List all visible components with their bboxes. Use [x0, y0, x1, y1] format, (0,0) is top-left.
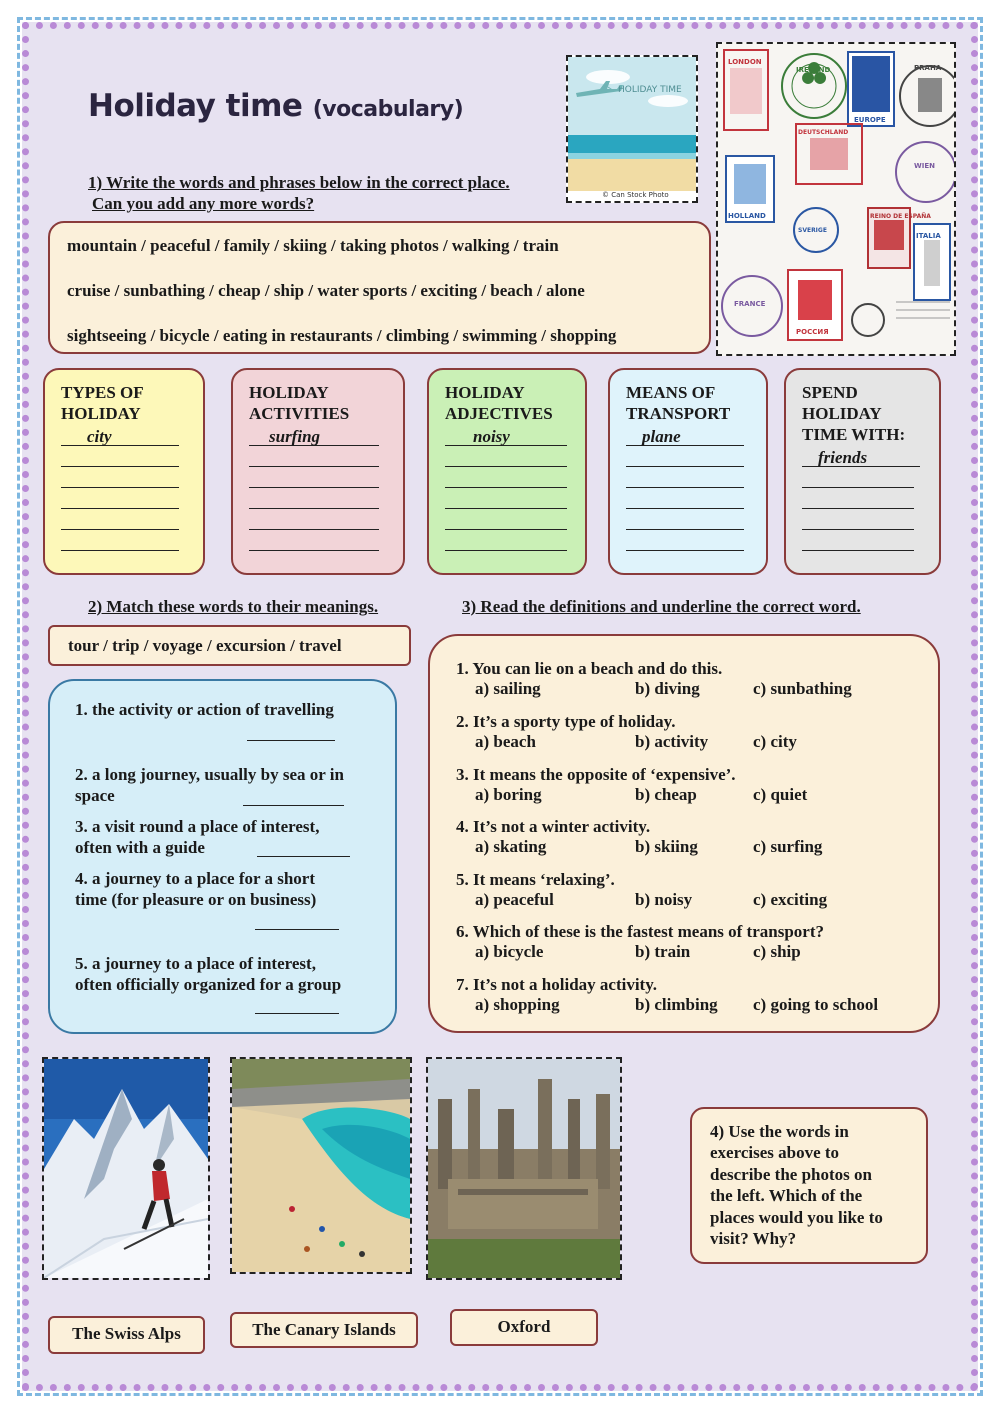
- category-title: TIME WITH:: [802, 425, 906, 444]
- category-example[interactable]: [61, 426, 179, 446]
- answer-line[interactable]: [249, 509, 379, 530]
- answer-blank[interactable]: [255, 929, 339, 930]
- answer-line[interactable]: [61, 530, 179, 551]
- stamp-label-sverige: SVERIGE: [798, 227, 827, 234]
- answer-line[interactable]: [626, 509, 744, 530]
- beach-illustration: [566, 55, 698, 203]
- option-c[interactable]: c) ship: [753, 942, 801, 961]
- definition-text: often with a guide: [75, 838, 205, 857]
- photo-swiss-alps: [42, 1057, 210, 1280]
- category-title: HOLIDAY: [61, 404, 141, 423]
- answer-blank[interactable]: [257, 856, 350, 857]
- option-a[interactable]: a) boring: [475, 785, 542, 804]
- answer-line[interactable]: [802, 509, 914, 530]
- option-b[interactable]: b) train: [635, 942, 691, 961]
- travel-stamps-collage: [716, 42, 956, 356]
- definition-text: often officially organized for a group: [75, 975, 342, 994]
- category-title: ACTIVITIES: [249, 404, 350, 423]
- answer-line[interactable]: [626, 446, 744, 467]
- category-title: SPEND: [802, 383, 858, 402]
- ex4-line: places would you like to: [710, 1207, 883, 1227]
- word-bank: [48, 221, 711, 354]
- question-7: 7. It’s not a holiday activity.: [456, 975, 658, 994]
- answer-line[interactable]: [626, 467, 744, 488]
- option-a[interactable]: a) shopping: [475, 995, 560, 1014]
- question-2: 2. It’s a sporty type of holiday.: [456, 712, 676, 731]
- answer-line[interactable]: [445, 530, 567, 551]
- answer-line[interactable]: [61, 509, 179, 530]
- answer-line[interactable]: [249, 530, 379, 551]
- ex2-definitions: [48, 679, 397, 1034]
- definition-2: [75, 764, 344, 806]
- category-example[interactable]: [802, 447, 920, 467]
- option-a[interactable]: a) sailing: [475, 679, 541, 698]
- category-example[interactable]: [445, 426, 567, 446]
- option-a[interactable]: a) bicycle: [475, 942, 544, 961]
- question-6: 6. Which of these is the fastest means of transport?: [456, 922, 824, 941]
- answer-line[interactable]: [445, 446, 567, 467]
- example-word: noisy: [473, 427, 510, 446]
- ex4-text: [710, 1121, 883, 1249]
- stamp-label-france: FRANCE: [734, 300, 766, 308]
- question-5: 5. It means ‘relaxing’.: [456, 870, 615, 889]
- category-example[interactable]: [249, 426, 379, 446]
- image-credit: © Can Stock Photo: [602, 191, 669, 199]
- definition-text: 4. a journey to a place for a short: [75, 869, 316, 888]
- definition-text: 5. a journey to a place of interest,: [75, 954, 316, 973]
- ex4-line: describe the photos on: [710, 1164, 872, 1184]
- option-c[interactable]: c) quiet: [753, 785, 808, 804]
- option-b[interactable]: b) activity: [635, 732, 709, 751]
- definition-text: 1. the activity or action of travelling: [75, 700, 334, 719]
- stamp-label-london: LONDON: [728, 58, 762, 66]
- stamp-label-spain: REINO DE ESPAÑA: [870, 213, 931, 220]
- ex2-word-box: [48, 625, 411, 666]
- answer-line[interactable]: [626, 530, 744, 551]
- answer-line[interactable]: [802, 530, 914, 551]
- definition-5: [75, 953, 341, 995]
- question-1: 1. You can lie on a beach and do this.: [456, 659, 723, 678]
- option-c[interactable]: c) city: [753, 732, 797, 751]
- option-b[interactable]: b) diving: [635, 679, 700, 698]
- page-title: [88, 88, 463, 124]
- category-title: TYPES OF: [61, 383, 144, 402]
- definition-text: space: [75, 786, 115, 805]
- ex3-instruction: 3) Read the definitions and underline the correct word.: [462, 597, 861, 616]
- option-b[interactable]: b) skiing: [635, 837, 698, 856]
- answer-line[interactable]: [626, 488, 744, 509]
- answer-line[interactable]: [802, 488, 914, 509]
- label-oxford: Oxford: [450, 1309, 598, 1346]
- photo-canary-islands: [230, 1057, 412, 1274]
- stamp-label-russia: РОССИЯ: [796, 328, 829, 336]
- definition-4: [75, 868, 316, 910]
- example-word: friends: [818, 448, 868, 467]
- answer-line[interactable]: [445, 467, 567, 488]
- category-title: MEANS OF: [626, 383, 716, 402]
- answer-line[interactable]: [249, 467, 379, 488]
- ex2-instruction: 2) Match these words to their meanings.: [88, 597, 379, 616]
- answer-line[interactable]: [445, 509, 567, 530]
- answer-line[interactable]: [802, 467, 914, 488]
- stamp-label-holland: HOLLAND: [728, 212, 766, 220]
- definition-1: [75, 699, 334, 720]
- answer-blank[interactable]: [255, 1013, 339, 1014]
- word-bank-line-1: mountain / peaceful / family / skiing / taking photos / walking / train: [67, 236, 559, 255]
- option-c[interactable]: c) exciting: [753, 890, 828, 909]
- category-title: TRANSPORT: [626, 404, 731, 423]
- ex4-line: the left. Which of the: [710, 1186, 863, 1206]
- ex4-line: 4) Use the words in: [710, 1122, 849, 1141]
- definition-3: [75, 816, 319, 858]
- answer-line[interactable]: [61, 488, 179, 509]
- label-canary-islands: The Canary Islands: [230, 1312, 418, 1348]
- stamp-label-deutschland: DEUTSCHLAND: [798, 129, 849, 136]
- option-b[interactable]: b) noisy: [635, 890, 693, 909]
- answer-blank[interactable]: [247, 740, 335, 741]
- category-types-of-holiday: [43, 368, 205, 575]
- beach-sign: HOLIDAY TIME: [618, 85, 682, 95]
- stamp-label-italia: ITALIA: [916, 232, 941, 240]
- answer-line[interactable]: [61, 446, 179, 467]
- definition-text: time (for pleasure or on business): [75, 890, 317, 909]
- stamp-label-europe: EUROPE: [854, 116, 886, 124]
- ex1-instruction-2: Can you add any more words?: [92, 194, 315, 213]
- option-a[interactable]: a) beach: [475, 732, 536, 751]
- definition-text: 3. a visit round a place of interest,: [75, 817, 320, 836]
- category-holiday-activities: [231, 368, 405, 575]
- example-word: city: [87, 427, 112, 446]
- category-spend-holiday-time-with: [784, 368, 941, 575]
- answer-line[interactable]: [445, 488, 567, 509]
- option-a[interactable]: a) peaceful: [475, 890, 554, 909]
- ex1-instruction: 1) Write the words and phrases below in the correct place.: [88, 173, 510, 192]
- option-c[interactable]: c) sunbathing: [753, 679, 852, 698]
- answer-line[interactable]: [249, 446, 379, 467]
- ex4-task-box: [690, 1107, 928, 1264]
- word-bank-line-3: sightseeing / bicycle / eating in restaurants / climbing / swimming / shopping: [67, 326, 617, 345]
- example-word: plane: [642, 427, 681, 446]
- option-b[interactable]: b) cheap: [635, 785, 697, 804]
- category-title: HOLIDAY: [249, 383, 329, 402]
- title-sub: (vocabulary): [312, 97, 464, 122]
- category-title: HOLIDAY: [802, 404, 882, 423]
- label-swiss-alps: The Swiss Alps: [48, 1316, 205, 1354]
- category-title: HOLIDAY: [445, 383, 525, 402]
- example-word: surfing: [269, 427, 321, 446]
- stamp-label-praha: PRAHA: [914, 64, 942, 72]
- answer-blank[interactable]: [243, 805, 344, 806]
- option-a[interactable]: a) skating: [475, 837, 547, 856]
- word-bank-line-2: cruise / sunbathing / cheap / ship / water sports / exciting / beach / alone: [67, 281, 585, 300]
- ex3-quiz: [428, 634, 940, 1033]
- ex4-line: visit? Why?: [710, 1229, 797, 1249]
- photo-oxford: [426, 1057, 622, 1280]
- question-4: 4. It’s not a winter activity.: [456, 817, 651, 836]
- category-example[interactable]: [626, 426, 744, 446]
- stamp-label-ireland: IRELAND: [796, 66, 831, 74]
- option-c[interactable]: c) surfing: [753, 837, 823, 856]
- option-c[interactable]: c) going to school: [753, 995, 879, 1014]
- answer-line[interactable]: [249, 488, 379, 509]
- category-title: ADJECTIVES: [445, 404, 553, 423]
- category-means-of-transport: [608, 368, 768, 575]
- option-b[interactable]: b) climbing: [635, 995, 718, 1014]
- definition-text: 2. a long journey, usually by sea or in: [75, 765, 344, 784]
- ex4-line: exercises above to: [710, 1143, 840, 1163]
- category-holiday-adjectives: [427, 368, 587, 575]
- stamp-label-wien: WIEN: [914, 162, 935, 170]
- answer-line[interactable]: [61, 467, 179, 488]
- question-3: 3. It means the opposite of ‘expensive’.: [456, 765, 736, 784]
- title-main: Holiday time: [88, 88, 303, 124]
- ex2-words: tour / trip / voyage / excursion / travel: [68, 636, 342, 655]
